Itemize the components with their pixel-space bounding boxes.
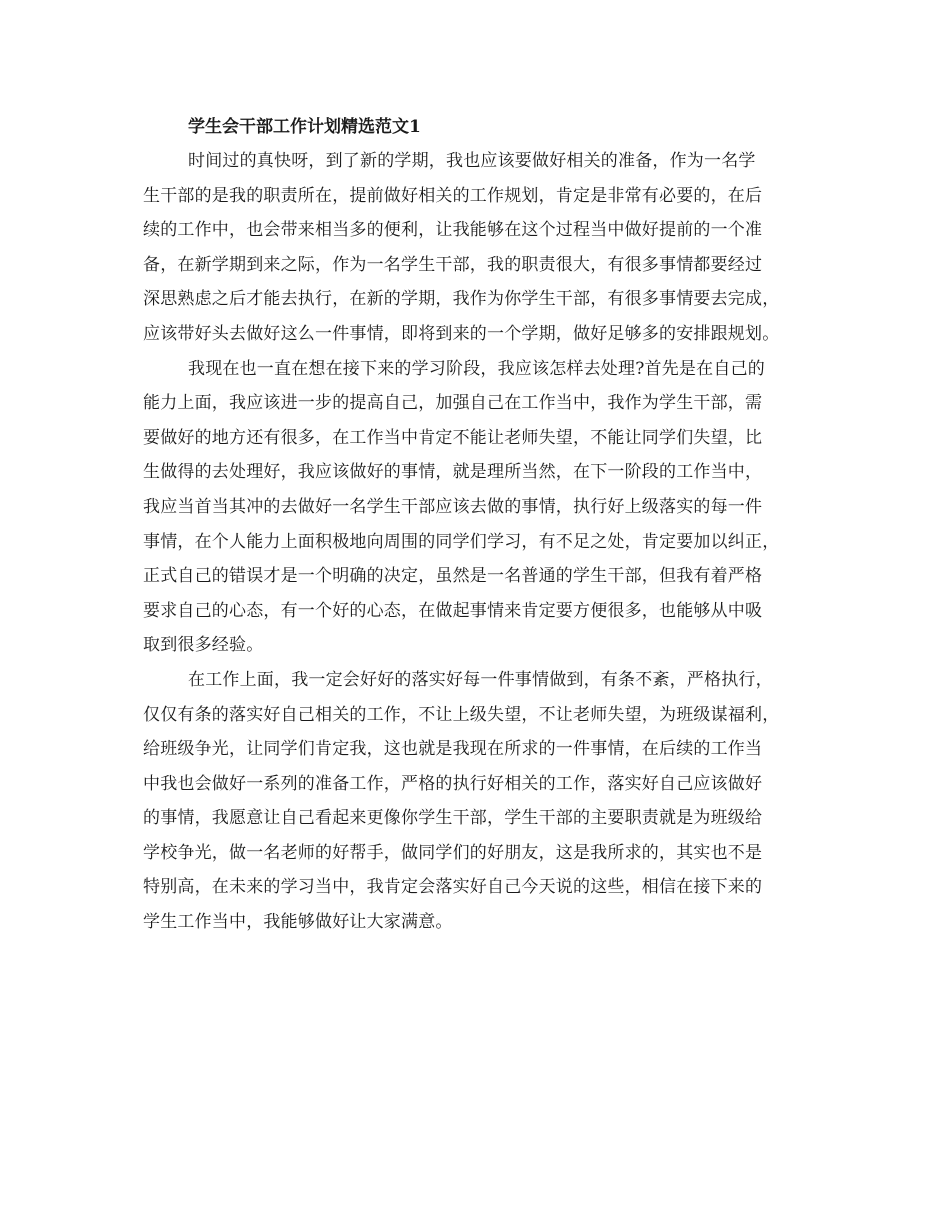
paragraph-line: 续的工作中，也会带来相当多的便利，让我能够在这个过程当中做好提前的一个准 <box>143 220 763 241</box>
paragraph-line: 应该带好头去做好这么一件事情，即将到来的一个学期，做好足够多的安排跟规划。 <box>143 323 780 344</box>
paragraph-line: 能力上面，我应该进一步的提高自己，加强自己在工作当中，我作为学生干部，需 <box>143 393 763 414</box>
paragraph-line: 的事情，我愿意让自己看起来更像你学生干部，学生干部的主要职责就是为班级给 <box>143 808 763 829</box>
paragraph-line: 生干部的是我的职责所在，提前做好相关的工作规划，肯定是非常有必要的，在后 <box>143 185 763 206</box>
paragraph-line: 事情，在个人能力上面积极地向周围的同学们学习，有不足之处，肯定要加以纠正， <box>143 531 780 552</box>
paragraph-2 <box>143 352 828 663</box>
paragraph-line: 深思熟虑之后才能去执行，在新的学期，我作为你学生干部，有很多事情要去完成， <box>143 289 780 310</box>
paragraph-line: 取到很多经验。 <box>143 635 264 656</box>
paragraph-line: 学校争光，做一名老师的好帮手，做同学们的好朋友，这是我所求的，其实也不是 <box>143 842 763 863</box>
paragraph-line: 生做得的去处理好，我应该做好的事情，就是理所当然，在下一阶段的工作当中， <box>143 462 763 483</box>
paragraph-line: 给班级争光，让同学们肯定我，这也就是我现在所求的一件事情，在后续的工作当 <box>143 739 763 760</box>
paragraph-line: 正式自己的错误才是一个明确的决定，虽然是一名普通的学生干部，但我有着严格 <box>143 566 763 587</box>
document-title: 学生会干部工作计划精选范文1 <box>188 117 421 137</box>
paragraph-line: 要做好的地方还有很多，在工作当中肯定不能让老师失望，不能让同学们失望，比 <box>143 427 763 448</box>
paragraph-line: 特别高，在未来的学习当中，我肯定会落实好自己今天说的这些，相信在接下来的 <box>143 877 763 898</box>
paragraph-line: 备，在新学期到来之际，作为一名学生干部，我的职责很大，有很多事情都要经过 <box>143 254 763 275</box>
paragraph-3 <box>143 663 828 940</box>
paragraph-line: 我现在也一直在想在接下来的学习阶段，我应该怎样去处理?首先是在自己的 <box>188 358 765 379</box>
paragraph-line: 中我也会做好一系列的准备工作，严格的执行好相关的工作，落实好自己应该做好 <box>143 773 763 794</box>
paragraph-1 <box>143 144 828 352</box>
document-body <box>143 110 828 940</box>
paragraph-line: 学生工作当中，我能够做好让大家满意。 <box>143 912 453 933</box>
paragraph-line: 要求自己的心态，有一个好的心态，在做起事情来肯定要方便很多，也能够从中吸 <box>143 600 763 621</box>
paragraph-line: 时间过的真快呀，到了新的学期，我也应该要做好相关的准备，作为一名学 <box>188 151 756 171</box>
paragraph-line: 在工作上面，我一定会好好的落实好每一件事情做到，有条不紊，严格执行， <box>188 669 773 690</box>
paragraph-line: 仅仅有条的落实好自己相关的工作，不让上级失望，不让老师失望，为班级谋福利， <box>143 704 780 725</box>
paragraph-line: 我应当首当其冲的去做好一名学生干部应该去做的事情，执行好上级落实的每一件 <box>143 496 763 517</box>
